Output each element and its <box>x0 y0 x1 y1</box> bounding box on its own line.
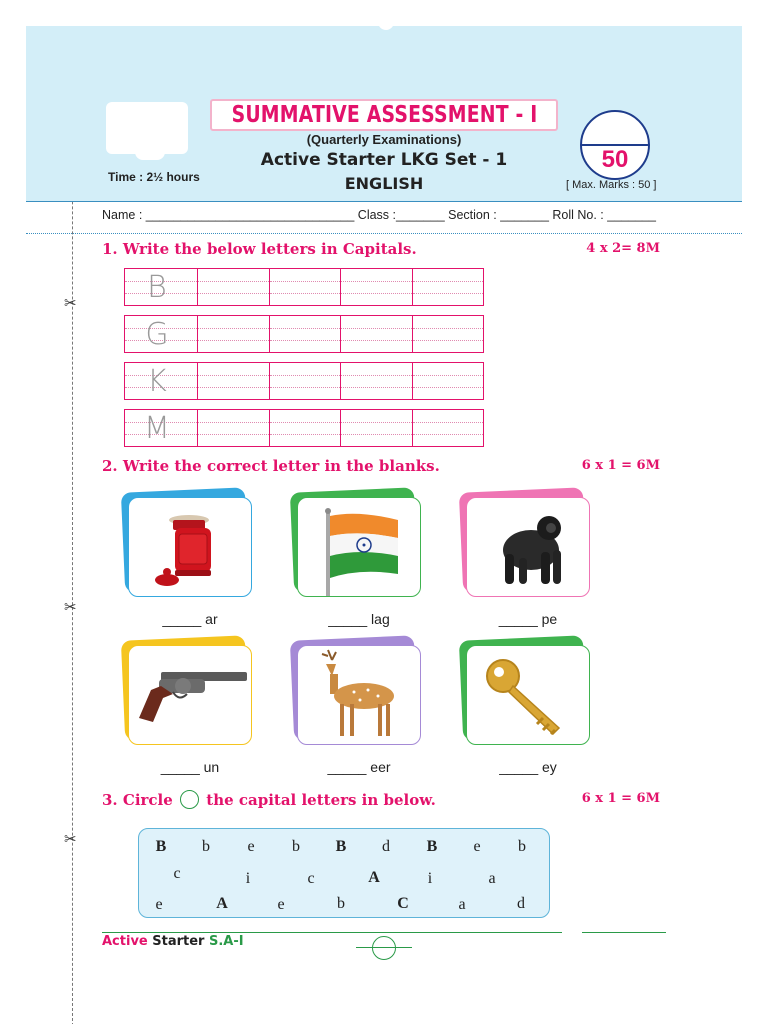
trace-letter: M <box>144 410 170 446</box>
grid-letter[interactable]: b <box>202 838 210 855</box>
grid-letter[interactable]: b <box>518 838 526 855</box>
grid-letter[interactable]: i <box>427 870 433 887</box>
grid-letter[interactable]: a <box>458 896 466 913</box>
grid-letter[interactable]: e <box>473 838 481 855</box>
scissors-icon: ✂ <box>64 295 77 312</box>
q1-text: 1. Write the below letters in Capitals. <box>102 240 417 258</box>
blank-word-key: _____ ey <box>499 759 557 775</box>
footer-brand-starter: Starter <box>152 934 205 949</box>
blank-word-gorilla: _____ pe <box>498 611 558 627</box>
time-allowed: Time : 2½ hours <box>108 170 200 184</box>
q3-text-after: the capital letters in below. <box>206 791 436 809</box>
scissors-icon: ✂ <box>64 599 77 616</box>
grid-letter[interactable]: d <box>382 838 390 855</box>
q3-marks: 6 x 1 = 6M <box>581 791 660 806</box>
grid-letter[interactable]: e <box>247 838 255 855</box>
set-name: Active Starter LKG Set - 1 <box>260 150 508 170</box>
grid-letter[interactable]: b <box>292 838 300 855</box>
grid-letter[interactable]: b <box>337 895 345 912</box>
exam-subtitle: (Quarterly Examinations) <box>306 132 462 147</box>
total-marks: 50 <box>601 146 629 173</box>
subject-name: ENGLISH <box>344 174 424 193</box>
footer-rule-right <box>582 932 666 933</box>
grid-letter[interactable]: c <box>307 870 315 887</box>
footer-brand <box>102 934 244 949</box>
trace-letter: K <box>147 363 167 399</box>
grid-letter[interactable]: A <box>368 869 380 886</box>
q2-text: 2. Write the correct letter in the blanks. <box>102 457 440 475</box>
grid-letter[interactable]: i <box>245 870 251 887</box>
q3-text-before: 3. Circle <box>102 791 173 809</box>
footer-rule <box>102 932 562 933</box>
blank-word-flag: _____ lag <box>328 611 390 627</box>
page-title: SUMMATIVE ASSESSMENT - I <box>231 102 537 128</box>
q2-marks: 6 x 1 = 6M <box>581 458 660 473</box>
footer-brand-active: Active <box>102 934 148 949</box>
trace-letter: B <box>147 269 167 305</box>
student-details-line: Name : ______________________________ Class :_______ Section : _______ Roll No. : _______ <box>102 208 656 222</box>
grid-letter[interactable]: B <box>155 838 167 855</box>
page-number-circle <box>372 936 396 960</box>
blank-word-deer: _____ eer <box>327 759 391 775</box>
footer-brand-code: S.A-I <box>209 934 244 949</box>
scissors-icon: ✂ <box>64 831 77 848</box>
grid-letter[interactable]: C <box>397 895 409 912</box>
grid-letter[interactable]: A <box>216 895 228 912</box>
q1-marks: 4 x 2= 8M <box>586 241 660 256</box>
blank-word-gun: _____ un <box>160 759 220 775</box>
max-marks: [ Max. Marks : 50 ] <box>566 179 657 191</box>
grid-letter[interactable]: e <box>277 896 285 913</box>
grid-letter[interactable]: a <box>488 870 496 887</box>
grid-letter[interactable]: B <box>335 838 347 855</box>
blank-word-jar: _____ ar <box>162 611 218 627</box>
trace-letter: G <box>145 316 169 352</box>
grid-letter[interactable]: B <box>426 838 438 855</box>
grid-letter[interactable]: e <box>155 896 163 913</box>
grid-letter[interactable]: d <box>517 895 525 912</box>
grid-letter[interactable]: c <box>173 865 181 882</box>
